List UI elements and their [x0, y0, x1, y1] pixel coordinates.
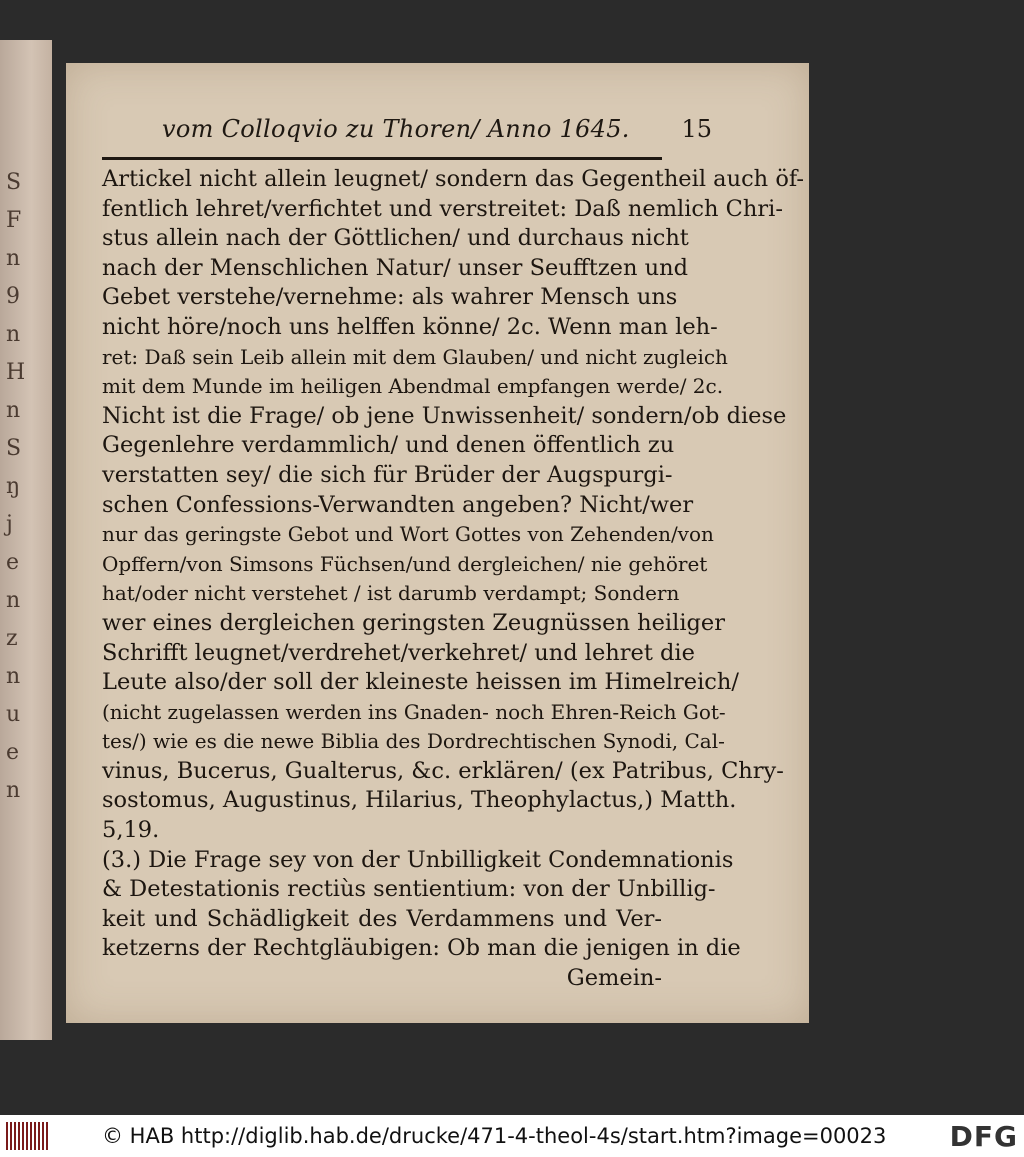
text-line: & Detestationis rectiùs sentientium: von der Unbillig- [102, 876, 716, 903]
text-line: Nicht ist die Frage/ ob jene Unwissenheit/ sondern/ob diese [102, 402, 787, 429]
left-page-fragment: ŋ [6, 474, 21, 499]
text-line: Gemein- [566, 965, 662, 992]
text-line: fentlich lehret/verfichtet und verstreitet: Daß nemlich Chri- [102, 195, 783, 222]
left-page-fragment: S [6, 170, 22, 195]
copyright-link[interactable]: © HAB http://diglib.hab.de/drucke/471-4-theol-4s/start.htm?image=00023 [102, 1124, 887, 1148]
text-line: nur das geringste Gebot und Wort Gottes von Zehenden/von [102, 522, 714, 547]
text-line: vinus, Bucerus, Gualterus, &c. erklären/ (ex Patribus, Chry- [102, 757, 784, 784]
text-line: wer eines dergleichen geringsten Zeugnüssen heiliger [102, 609, 725, 636]
running-header [162, 115, 712, 143]
left-page-fragment: H [6, 360, 26, 385]
adjacent-page-edge [0, 40, 52, 1040]
text-line: (3.) Die Frage sey von der Unbilligkeit Condemnationis [102, 846, 734, 873]
text-line: Gebet verstehe/vernehme: als wahrer Mensch uns [102, 284, 678, 311]
hab-barcode-icon [6, 1122, 50, 1150]
text-line: (nicht zugelassen werden ins Gnaden- noch Ehren-Reich Got- [102, 699, 726, 724]
viewer-footer [0, 1115, 1024, 1157]
left-page-fragment: z [6, 626, 18, 651]
text-line: keit und Schädligkeit des Verdammens und Ver- [102, 905, 662, 932]
left-page-fragment: S [6, 436, 22, 461]
text-line: schen Confessions-Verwandten angeben? Nicht/wer [102, 491, 694, 518]
text-line: ketzerns der Rechtgläubigen: Ob man die jenigen in die [102, 935, 741, 962]
text-line: ret: Daß sein Leib allein mit dem Glauben/ und nicht zugleich [102, 344, 728, 369]
text-line: hat/oder nicht verstehet / ist darumb verdampt; Sondern [102, 581, 680, 606]
left-page-fragment: 9 [6, 284, 20, 309]
text-line: 5,19. [102, 817, 160, 844]
header-title: vom Colloqvio zu Thoren/ Anno 1645. [162, 115, 630, 143]
text-line: sostomus, Augustinus, Hilarius, Theophylactus,) Matth. [102, 787, 737, 814]
text-line: verstatten sey/ die sich für Brüder der Augspurgi- [102, 461, 673, 488]
left-page-fragment: e [6, 550, 20, 575]
text-line: mit dem Munde im heiligen Abendmal empfangen werde/ 2c. [102, 374, 724, 399]
page-number: 15 [681, 115, 712, 143]
left-page-fragment: e [6, 740, 20, 765]
left-page-fragment: n [6, 664, 21, 689]
text-line: Opffern/von Simsons Füchsen/und dergleichen/ nie gehöret [102, 551, 708, 576]
text-line: Leute also/der soll der kleineste heissen im Himelreich/ [102, 669, 739, 696]
left-page-fragment: n [6, 398, 21, 423]
text-line: Schrifft leugnet/verdrehet/verkehret/ und lehret die [102, 639, 695, 666]
text-line: nach der Menschlichen Natur/ unser Seufftzen und [102, 254, 689, 281]
book-page [66, 63, 809, 1023]
left-page-fragment: n [6, 246, 21, 271]
left-page-fragment: n [6, 778, 21, 803]
left-page-fragment: n [6, 588, 21, 613]
text-line: Artickel nicht allein leugnet/ sondern das Gegentheil auch öf- [102, 166, 804, 192]
left-page-fragment: u [6, 702, 21, 727]
header-rule [102, 157, 662, 160]
text-line: tes/) wie es die newe Biblia des Dordrechtischen Synodi, Cal- [102, 729, 725, 754]
text-line: nicht höre/noch uns helffen könne/ 2c. Wenn man leh- [102, 313, 718, 340]
left-page-fragment: n [6, 322, 21, 347]
left-page-fragment: F [6, 208, 22, 233]
text-line: stus allein nach der Göttlichen/ und durchaus nicht [102, 225, 689, 252]
dfg-logo: DFG [949, 1119, 1018, 1153]
body-text [102, 165, 804, 994]
text-line: Gegenlehre verdammlich/ und denen öffentlich zu [102, 432, 675, 459]
left-page-fragment: j [6, 512, 13, 537]
